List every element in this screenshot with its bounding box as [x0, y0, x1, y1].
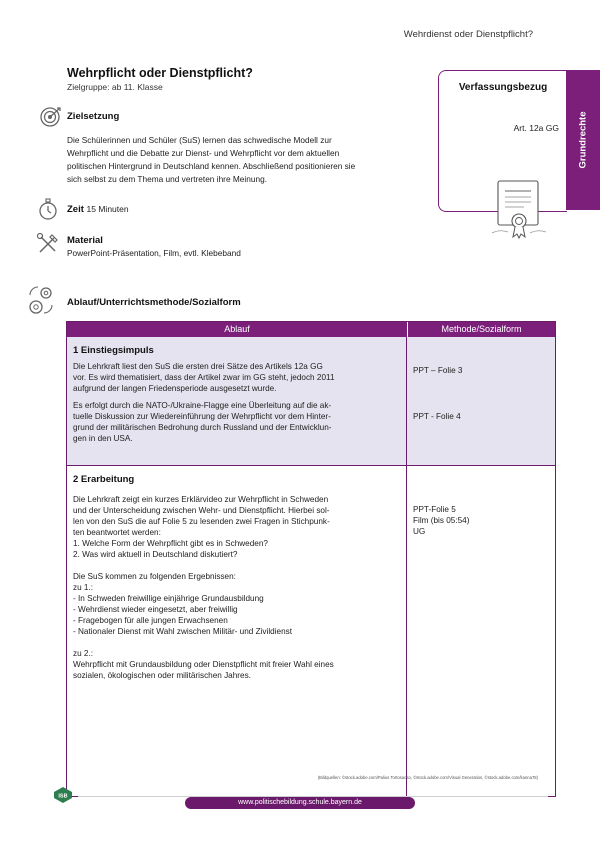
page-title: Wehrpflicht oder Dienstpflicht?: [67, 66, 253, 80]
phase2-method-cell: [407, 466, 555, 796]
phase2-paragraph: [73, 648, 400, 681]
text-line: ten beantwortet werden:: [73, 528, 161, 537]
text-line: grund der militärischen Bedrohung durch Russland und der Entwicklun-: [73, 423, 332, 432]
time-value: 15 Minuten: [86, 204, 129, 214]
text-line: 1. Welche Form der Wehrpflicht gibt es in Schweden?: [73, 539, 268, 548]
running-header: Wehrdienst oder Dienstpflicht?: [403, 29, 533, 40]
time-row: [67, 204, 129, 215]
text-line: len von den SuS die auf Folie 5 zu lesenden zwei Fragen in Stichpunk-: [73, 517, 330, 526]
phase2-paragraph: [73, 571, 400, 637]
constitution-reference: Art. 12a GG: [513, 123, 559, 133]
target-icon: [38, 106, 62, 128]
constitution-title: Verfassungsbezug: [458, 82, 548, 93]
certificate-icon: [488, 177, 548, 241]
phase1-paragraph: [73, 400, 400, 444]
text-line: Die Lehrkraft zeigt ein kurzes Erklärvideo zur Wehrpflicht in Schweden: [73, 495, 329, 504]
text-line: Wehrpflicht mit Grundausbildung oder Dienstpflicht mit freier Wahl eines: [73, 660, 334, 669]
category-tab-label: Grundrechte: [577, 111, 589, 169]
header-ablauf: Ablauf: [67, 322, 408, 337]
table-header: [67, 322, 555, 337]
phase1-method-cell: [407, 337, 555, 465]
procedure-table: [66, 321, 556, 797]
text-line: Die Lehrkraft liest den SuS die ersten drei Sätze des Artikels 12a GG: [73, 362, 323, 371]
table-row: [67, 337, 555, 466]
goal-title: Zielsetzung: [67, 111, 120, 122]
method-item: Film (bis 05:54): [413, 516, 470, 525]
text-line: Die SuS kommen zu folgenden Ergebnissen:: [73, 572, 236, 581]
text-line: - In Schweden freiwillige einjährige Grundausbildung: [73, 594, 264, 603]
method-item: UG: [413, 527, 426, 536]
time-title: Zeit: [67, 204, 84, 215]
phase2-cell: [67, 466, 407, 796]
text-line: und der Unterscheidung zwischen Wehr- und Dienstpflicht. Hierbei sol-: [73, 506, 330, 515]
text-line: - Nationaler Dienst mit Wahl zwischen Militär- und Zivildienst: [73, 627, 293, 636]
text-line: zu 2.:: [73, 649, 94, 658]
gears-icon: [26, 283, 56, 317]
procedure-title: Ablauf/Unterrichtsmethode/Sozialform: [67, 297, 241, 308]
text-line: Es erfolgt durch die NATO-/Ukraine-Flagge eine Überleitung auf die ak-: [73, 401, 332, 410]
phase2-paragraph: [73, 494, 400, 560]
goal-line: Wehrpflicht und die Debatte zur Dienst- und Wehrpflicht vor dem aktuellen: [67, 148, 340, 158]
text-line: aufgrund der langen Friedensperiode ausgesetzt wurde.: [73, 384, 277, 393]
svg-text:ISB: ISB: [58, 793, 68, 800]
target-group: Zielgruppe: ab 11. Klasse: [67, 82, 163, 92]
text-line: vor. Es wird thematisiert, dass der Artikel zwar im GG steht, jedoch 2011: [73, 373, 335, 382]
table-row: [67, 466, 555, 796]
tools-icon: [36, 232, 60, 256]
phase1-title: 1 Einstiegsimpuls: [73, 345, 154, 356]
website-link[interactable]: www.politischebildung.schule.bayern.de: [238, 799, 362, 806]
phase1-method: PPT - Folie 4: [413, 412, 461, 421]
text-line: zu 1.:: [73, 583, 94, 592]
method-item: PPT-Folie 5: [413, 505, 456, 514]
phase1-cell: [67, 337, 407, 465]
goal-line: politischen Hintergrund in Deutschland kennen. Abschließend positionieren sie: [67, 161, 356, 171]
image-credits: (Bildquellen: ©stock.adobe.com/Palius Tortosaoso, ©stock.adobe.com/Visual Generation, ©stock.adobe.com/kanna78): [317, 775, 538, 780]
phase1-method: PPT – Folie 3: [413, 366, 463, 375]
text-line: 2. Was wird aktuell in Deutschland diskutiert?: [73, 550, 238, 559]
text-line: gen in den USA.: [73, 434, 133, 443]
phase1-paragraph: [73, 361, 400, 394]
text-line: sozialen, ökologischen oder militärischen Jahres.: [73, 671, 251, 680]
goal-text: [67, 134, 437, 186]
category-tab: [566, 70, 600, 210]
material-title: Material: [67, 235, 103, 246]
goal-line: sich selbst zu dem Thema und vertreten ihre Meinung.: [67, 174, 267, 184]
isb-logo: [53, 786, 73, 804]
text-line: tuelle Diskussion zur Wiedereinführung der Wehrpflicht vor dem Hinter-: [73, 412, 331, 421]
text-line: - Fragebogen für alle jungen Erwachsenen: [73, 616, 228, 625]
stopwatch-icon: [38, 197, 58, 221]
phase2-title: 2 Erarbeitung: [73, 474, 135, 485]
material-value: PowerPoint-Präsentation, Film, evtl. Klebeband: [67, 248, 241, 258]
text-line: - Wehrdienst wieder eingesetzt, aber freiwillig: [73, 605, 238, 614]
phase2-methods: [413, 504, 469, 537]
header-method: Methode/Sozialform: [441, 324, 522, 334]
goal-line: Die Schülerinnen und Schüler (SuS) lernen das schwedische Modell zur: [67, 135, 332, 145]
